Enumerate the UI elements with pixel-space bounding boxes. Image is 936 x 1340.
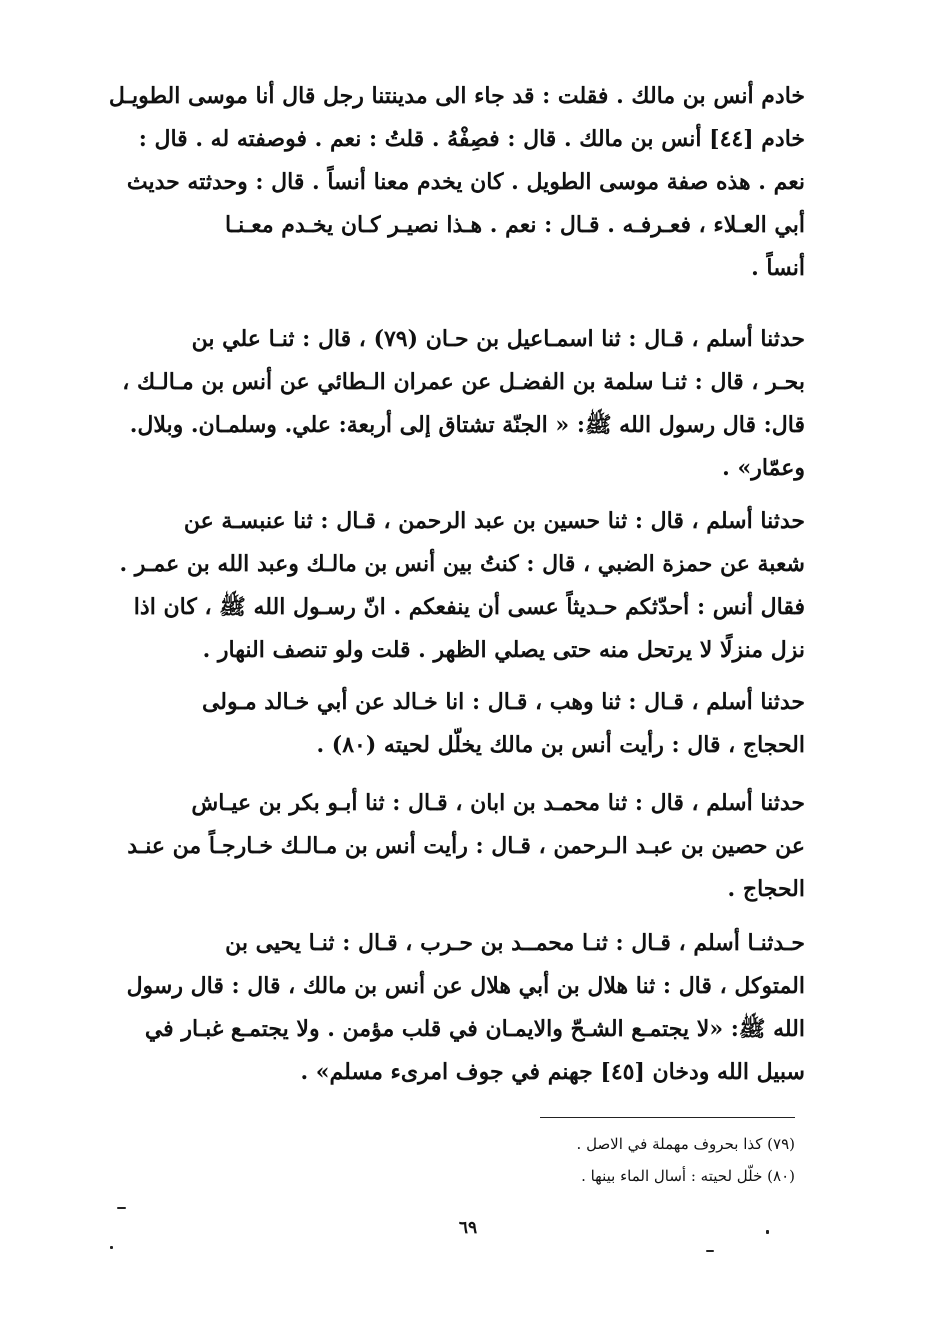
text-line: قال: قال رسول الله ﷺ: « الجنّة تشتاق إلى أربعة: علي. وسلمـان. وبلال. bbox=[129, 412, 805, 438]
text-line: حدثنا أسلم ، قـال : ثنا وهب ، قـال : انا خـالد عن أبي خـالد مـولى bbox=[201, 689, 805, 715]
text-line: حـدثنـا أسلم ، قـال : ثنـا محمــد بن حـرب ، قـال : ثنـا يحيى بن bbox=[225, 930, 805, 956]
scan-speck bbox=[110, 1246, 113, 1249]
text-line: الحجاج ، قال : رأيت أنس بن مالك يخلّل لحيته (٨٠) . bbox=[316, 732, 805, 758]
scan-speck bbox=[706, 1250, 714, 1252]
paragraph-6 bbox=[105, 922, 805, 1094]
text-line: عن حصين بن عبـد الـرحمن ، قـال : رأيت أنس بن مـالـك خـارجـاً من عنـد bbox=[127, 833, 805, 859]
text-line: شعبة عن حمزة الضبي ، قال : كنتُ بين أنس بن مالـك وعبد الله بن عمـر . bbox=[119, 551, 805, 577]
paragraph-2 bbox=[105, 318, 805, 490]
text-line: حدثنا أسلم ، قـال : ثنا اسمـاعيل بن حـان (٧٩) ، قال : ثنـا علي بن bbox=[191, 326, 805, 352]
text-line: نعم . هذه صفة موسى الطويل . كان يخدم معنا أنساً . قال : وحدثته حديث bbox=[126, 169, 805, 195]
footnote-80: (٨٠) خلّل لحيته : أسال الماء بينها . bbox=[581, 1167, 795, 1185]
page-number: ٦٩ bbox=[458, 1218, 478, 1238]
text-line: المتوكل ، قال : ثنا هلال بن أبي هلال عن أنس بن مالك ، قال : قال رسول bbox=[126, 973, 805, 999]
text-line: الله ﷺ: «لا يجتمـع الشـحّ والايمـان في قلب مؤمن . ولا يجتمـع غبـار في bbox=[144, 1016, 805, 1042]
text-line: خادم [٤٤] أنس بن مالك . قال : فصِفْهُ . قلتُ : نعم . فوصفته له . قال : bbox=[138, 126, 805, 152]
text-line: أبي العـلاء ، فعـرفـه . قـال : نعم . هـذا نصيـر كـان يخـدم معـنـا bbox=[224, 212, 805, 238]
scan-speck bbox=[766, 1230, 769, 1234]
text-line: أنساً . bbox=[751, 255, 805, 281]
text-line: حدثنا أسلم ، قال : ثنا محمـد بن ابان ، قـال : ثنا أبـو بكر بن عيـاش bbox=[191, 790, 805, 816]
text-line: خادم أنس بن مالك . فقلت : قد جاء الى مدينتنا رجل قال أنا موسى الطويـل bbox=[108, 83, 805, 109]
text-line: نزل منزلًا لا يرتحل منه حتى يصلي الظهر . قلت ولو تنصف النهار . bbox=[202, 637, 805, 663]
footnote-divider bbox=[540, 1117, 795, 1118]
paragraph-1 bbox=[105, 75, 805, 290]
text-line: وعمّار» . bbox=[722, 455, 805, 481]
text-line: سبيل الله ودخان [٤٥] جهنم في جوف امرىء مسلم» . bbox=[300, 1059, 805, 1085]
footnotes bbox=[300, 1128, 795, 1192]
text-line: حدثنا أسلم ، قال : ثنا حسين بن عبد الرحمن ، قـال : ثنا عنبسـة عن bbox=[183, 508, 805, 534]
paragraph-4 bbox=[105, 681, 805, 767]
text-line: الحجاج . bbox=[727, 876, 805, 902]
text-line: بحـر ، قال : ثنـا سلمة بن الفضـل عن عمران الـطائي عن أنس بن مـالـك ، bbox=[122, 369, 805, 395]
scan-speck bbox=[117, 1207, 126, 1209]
footnote-79: (٧٩) كذا بحروف مهملة في الاصل . bbox=[576, 1135, 795, 1153]
paragraph-3 bbox=[105, 500, 805, 672]
text-line: فقال أنس : أحدّثكم حـديثاً عسى أن ينفعكم . انّ رسـول الله ﷺ ، كان اذا bbox=[133, 594, 805, 620]
paragraph-5 bbox=[105, 782, 805, 911]
